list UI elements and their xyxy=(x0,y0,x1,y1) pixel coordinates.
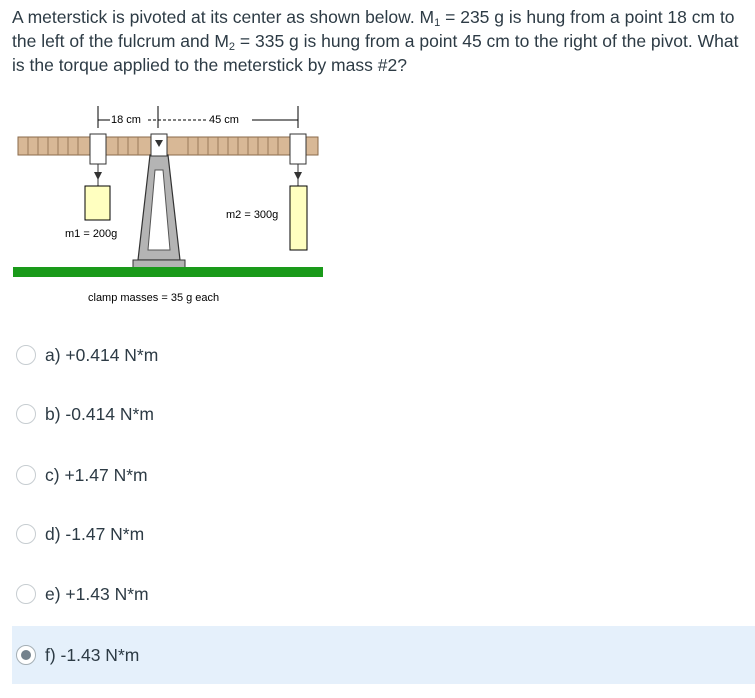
mass-1-label: m1 = 200g xyxy=(65,228,118,240)
radio-button[interactable] xyxy=(16,345,36,365)
question-text: A meterstick is pivoted at its center as shown below. $M_1 = 235$ g is hung from a point 18 cm to the left of the fulcrum and $M_2 = 335$ g is hung from a point 45 cm to the right of the pivot. What is the torque applied to the meterstick by mass #2? xyxy=(12,7,739,75)
ground xyxy=(13,267,323,277)
answer-label: b) -0.414 N*m xyxy=(45,403,154,424)
meterstick xyxy=(18,137,318,155)
answer-option-e[interactable] xyxy=(12,565,755,623)
mass-1-block xyxy=(85,186,110,220)
clamp-mass-label: clamp masses = 35 g each xyxy=(88,292,220,304)
answer-option-a[interactable] xyxy=(12,326,755,384)
radio-button[interactable] xyxy=(16,524,36,544)
distance-right-label: 45 cm xyxy=(209,114,239,126)
answer-label: c) +1.47 N*m xyxy=(45,464,148,485)
radio-button[interactable] xyxy=(16,404,36,424)
answer-option-f[interactable] xyxy=(12,626,755,684)
radio-button[interactable] xyxy=(16,584,36,604)
radio-button-selected[interactable] xyxy=(16,645,36,665)
right-clamp xyxy=(290,134,306,186)
answer-option-b[interactable] xyxy=(12,385,755,443)
left-clamp xyxy=(90,134,106,186)
mass-2-label: m2 = 300g xyxy=(226,209,279,221)
radio-button[interactable] xyxy=(16,465,36,485)
answer-option-d[interactable] xyxy=(12,505,755,563)
answer-option-c[interactable] xyxy=(12,446,755,504)
answer-label: f) -1.43 N*m xyxy=(45,644,140,665)
distance-left-label: 18 cm xyxy=(111,114,141,126)
answer-label: e) +1.43 N*m xyxy=(45,583,149,604)
mass-2-block xyxy=(290,186,307,250)
answer-label: d) -1.47 N*m xyxy=(45,523,145,544)
answer-label: a) +0.414 N*m xyxy=(45,344,159,365)
meterstick-diagram xyxy=(10,100,330,315)
